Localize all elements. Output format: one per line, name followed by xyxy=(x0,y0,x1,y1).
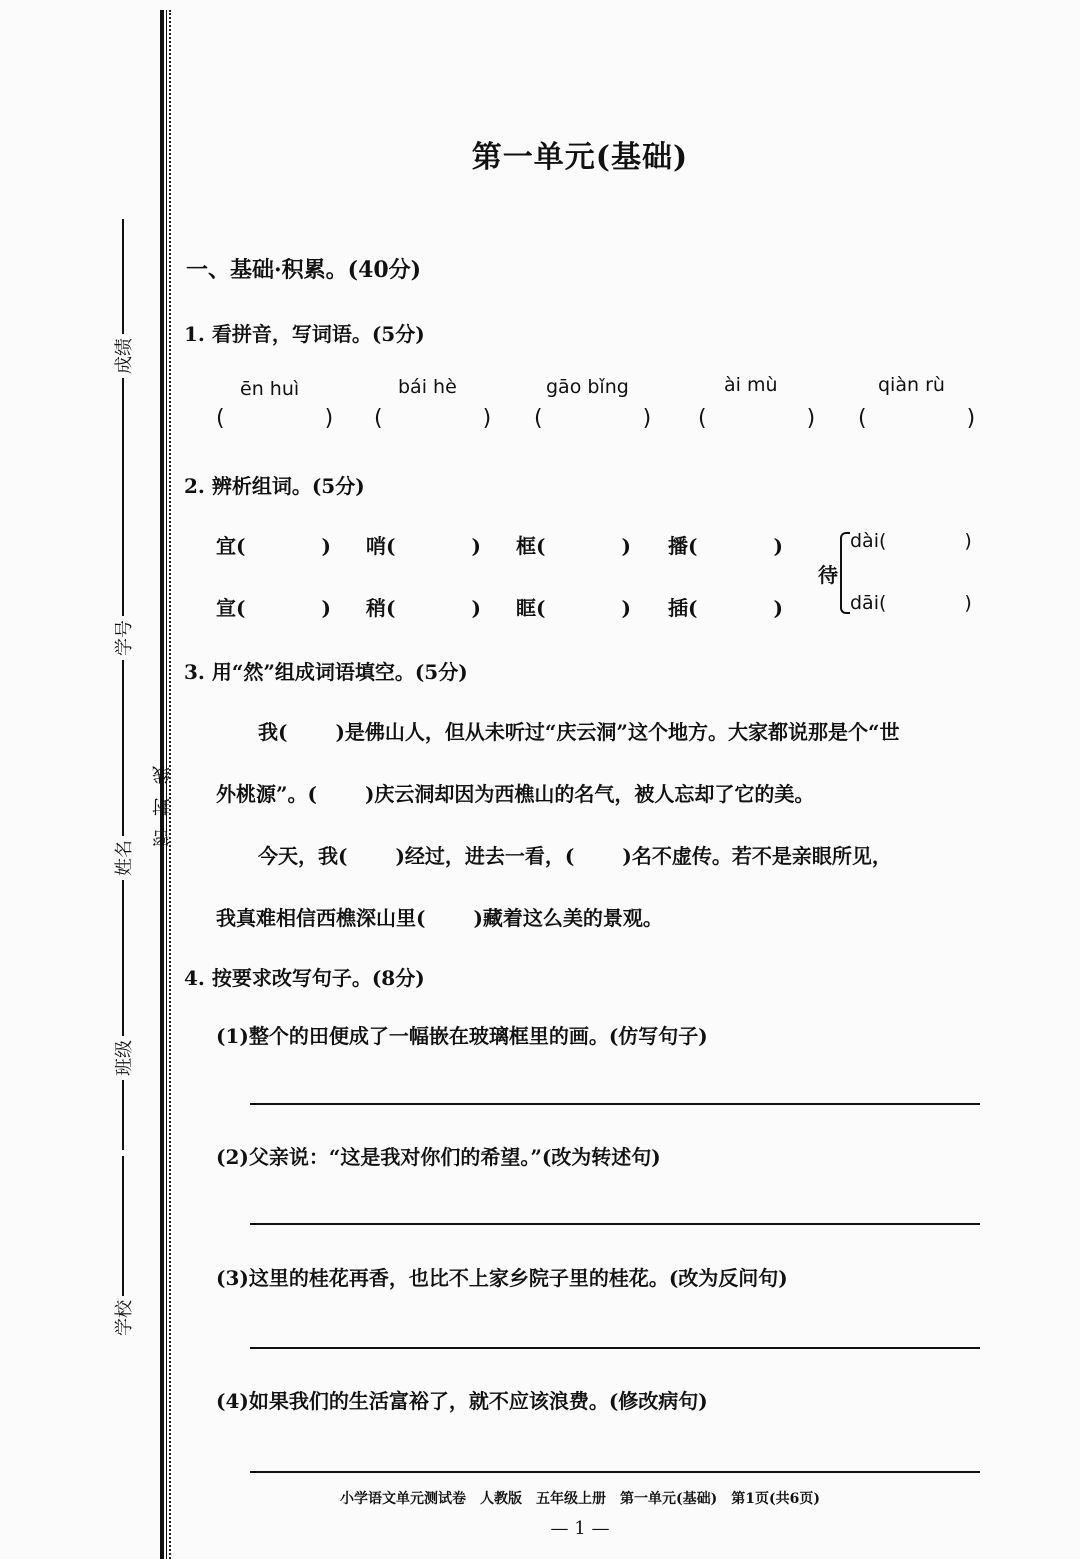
seal-line-label: 密封线 xyxy=(152,752,173,848)
q1-answer-box-1[interactable]: ( ) xyxy=(216,406,334,431)
q1-pinyin-5: qiàn rù xyxy=(878,374,945,396)
q2-heading: 2. 辨析组词。(5分) xyxy=(184,474,365,498)
q2-char: 眶( xyxy=(516,596,546,620)
class-field[interactable] xyxy=(110,891,136,1150)
q4-item-4: (4)如果我们的生活富裕了，就不应该浪费。(修改病句) xyxy=(216,1389,708,1413)
q2-item-r2-3[interactable]: 眶( ) xyxy=(516,596,631,620)
reading-label: dāi( xyxy=(850,592,887,614)
q3-line-2: 外桃源”。( )庆云洞却因为西樵山的名气，被人忘却了它的美。 xyxy=(216,782,815,806)
q2-char: 框( xyxy=(516,534,546,558)
q1-answer-box-4[interactable]: ( ) xyxy=(698,406,816,431)
class-label: 班级 xyxy=(114,1040,135,1076)
q1-heading: 1. 看拼音，写词语。(5分) xyxy=(184,322,425,346)
name-label: 姓名 xyxy=(114,840,135,876)
q1-answer-box-2[interactable]: ( ) xyxy=(374,406,492,431)
q2-item-r2-1[interactable]: 宣( ) xyxy=(216,596,331,620)
footer-info: 小学语文单元测试卷 人教版 五年级上册 第一单元(基础) 第1页(共6页) xyxy=(340,1491,820,1507)
q2-item-r2-2[interactable]: 稍( ) xyxy=(366,596,481,620)
page-number: — 1 — xyxy=(550,1518,610,1539)
score-field[interactable] xyxy=(110,219,136,498)
q4-item-2: (2)父亲说：“这是我对你们的希望。”(改为转述句) xyxy=(216,1145,661,1169)
q2-item-r1-2[interactable]: 哨( ) xyxy=(366,534,481,558)
q4-answer-line-2[interactable] xyxy=(250,1223,980,1225)
q1-pinyin-2: bái hè xyxy=(398,376,457,398)
q1-pinyin-4: ài mù xyxy=(724,374,778,396)
q2-char: 宣( xyxy=(216,596,246,620)
score-label: 成绩 xyxy=(114,338,135,374)
q3-line-4: 我真难相信西樵深山里( )藏着这么美的景观。 xyxy=(216,906,663,930)
score-blank-2 xyxy=(122,219,124,334)
q2-polyphone-char: 待 xyxy=(818,563,838,587)
q4-item-1: (1)整个的田便成了一幅嵌在玻璃框里的画。(仿写句子) xyxy=(216,1024,708,1048)
school-blank xyxy=(122,1156,124,1296)
q2-item-r1-4[interactable]: 播( ) xyxy=(668,534,783,558)
q2-char: 插( xyxy=(668,596,698,620)
brace-icon xyxy=(840,532,850,614)
school-field[interactable] xyxy=(110,1156,136,1340)
q1-pinyin-1: ēn huì xyxy=(240,378,300,400)
reading-label: dài( xyxy=(850,530,887,552)
q2-item-r2-4[interactable]: 插( ) xyxy=(668,596,783,620)
class-blank-2 xyxy=(122,1080,124,1150)
q2-item-r1-3[interactable]: 框( ) xyxy=(516,534,631,558)
q1-answer-box-3[interactable]: ( ) xyxy=(534,406,652,431)
q2-char: 哨( xyxy=(366,534,396,558)
class-blank xyxy=(122,891,124,1036)
q2-char: 播( xyxy=(668,534,698,558)
section-heading: 一、基础·积累。(40分) xyxy=(186,257,422,283)
q2-polyphone-reading-2[interactable]: dāi( ) xyxy=(850,592,972,614)
q4-item-3: (3)这里的桂花再香，也比不上家乡院子里的桂花。(改为反问句) xyxy=(216,1266,788,1290)
student-id-field[interactable] xyxy=(110,466,136,720)
name-blank xyxy=(122,686,124,836)
q2-polyphone-reading-1[interactable]: dài( ) xyxy=(850,530,972,552)
q4-answer-line-4[interactable] xyxy=(250,1471,980,1473)
q3-heading: 3. 用“然”组成词语填空。(5分) xyxy=(184,660,468,684)
q4-answer-line-1[interactable] xyxy=(250,1103,980,1105)
q4-heading: 4. 按要求改写句子。(8分) xyxy=(184,966,425,990)
q4-answer-line-3[interactable] xyxy=(250,1347,980,1349)
q3-line-1: 我( )是佛山人，但从未听过“庆云洞”这个地方。大家都说那是个“世 xyxy=(258,720,900,744)
q2-char: 宜( xyxy=(216,534,246,558)
q1-answer-box-5[interactable]: ( ) xyxy=(858,406,976,431)
q3-line-3: 今天，我( )经过，进去一看，( )名不虚传。若不是亲眼所见， xyxy=(258,844,892,868)
student-id-label: 学号 xyxy=(114,620,135,656)
page-title: 第一单元(基础) xyxy=(471,140,689,175)
student-id-blank xyxy=(122,466,124,616)
q2-char: 稍( xyxy=(366,596,396,620)
school-label: 学校 xyxy=(114,1300,135,1336)
q1-pinyin-3: gāo bǐng xyxy=(546,376,629,398)
q2-item-r1-1[interactable]: 宜( ) xyxy=(216,534,331,558)
